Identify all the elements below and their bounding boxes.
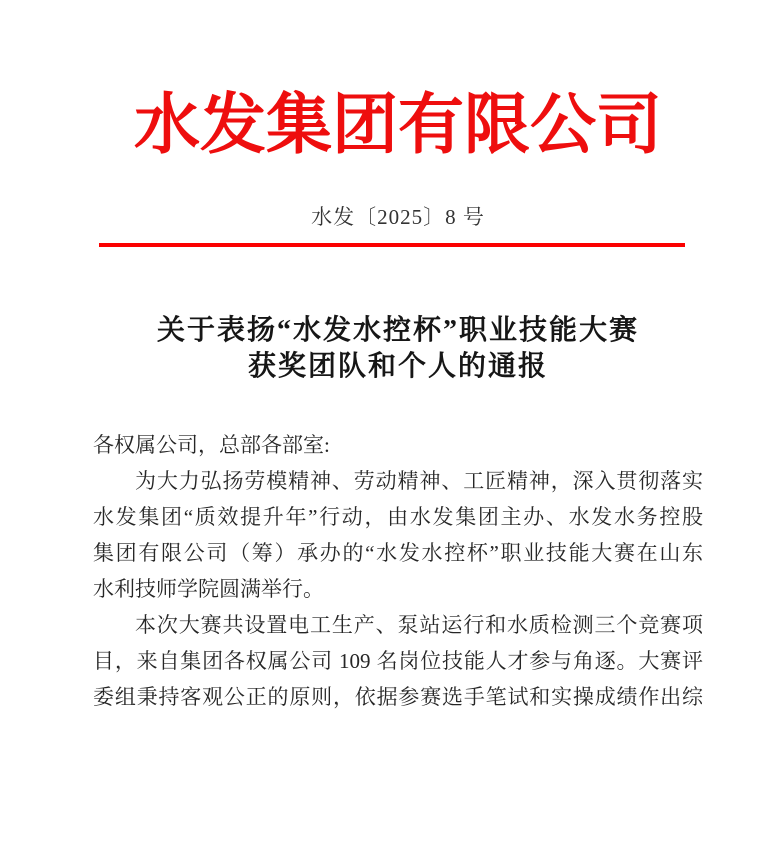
letterhead-org-name: 水发集团有限公司 (134, 89, 662, 162)
document-title-line-1: 关于表扬“水发水控杯”职业技能大赛 (156, 315, 639, 346)
document-title-line-2: 获奖团队和个人的通报 (247, 351, 548, 382)
document-number: 水发〔2025〕8 号 (311, 205, 485, 229)
document-content (93, 80, 703, 715)
body-line: 本次大赛共设置电工生产、泵站运行和水质检测三个竞赛项 (135, 613, 703, 637)
salutation: 各权属公司，总部各部室: (93, 433, 330, 457)
document-title (93, 313, 703, 385)
body-line: 为大力弘扬劳模精神、劳动精神、工匠精神，深入贯彻落实 (135, 469, 703, 493)
body-line: 水发集团“质效提升年”行动，由水发集团主办、水发水务控股 (93, 505, 703, 529)
body-line: 水利技师学院圆满举行。 (93, 577, 324, 601)
body-line: 委组秉持客观公正的原则，依据参赛选手笔试和实操成绩作出综 (93, 685, 703, 709)
red-divider-line (99, 243, 685, 247)
body-line: 目，来自集团各权属公司 109 名岗位技能人才参与角逐。大赛评 (93, 649, 703, 673)
body-line: 集团有限公司（筹）承办的“水发水控杯”职业技能大赛在山东 (93, 541, 703, 565)
document-page (0, 80, 770, 854)
document-body (93, 427, 703, 715)
